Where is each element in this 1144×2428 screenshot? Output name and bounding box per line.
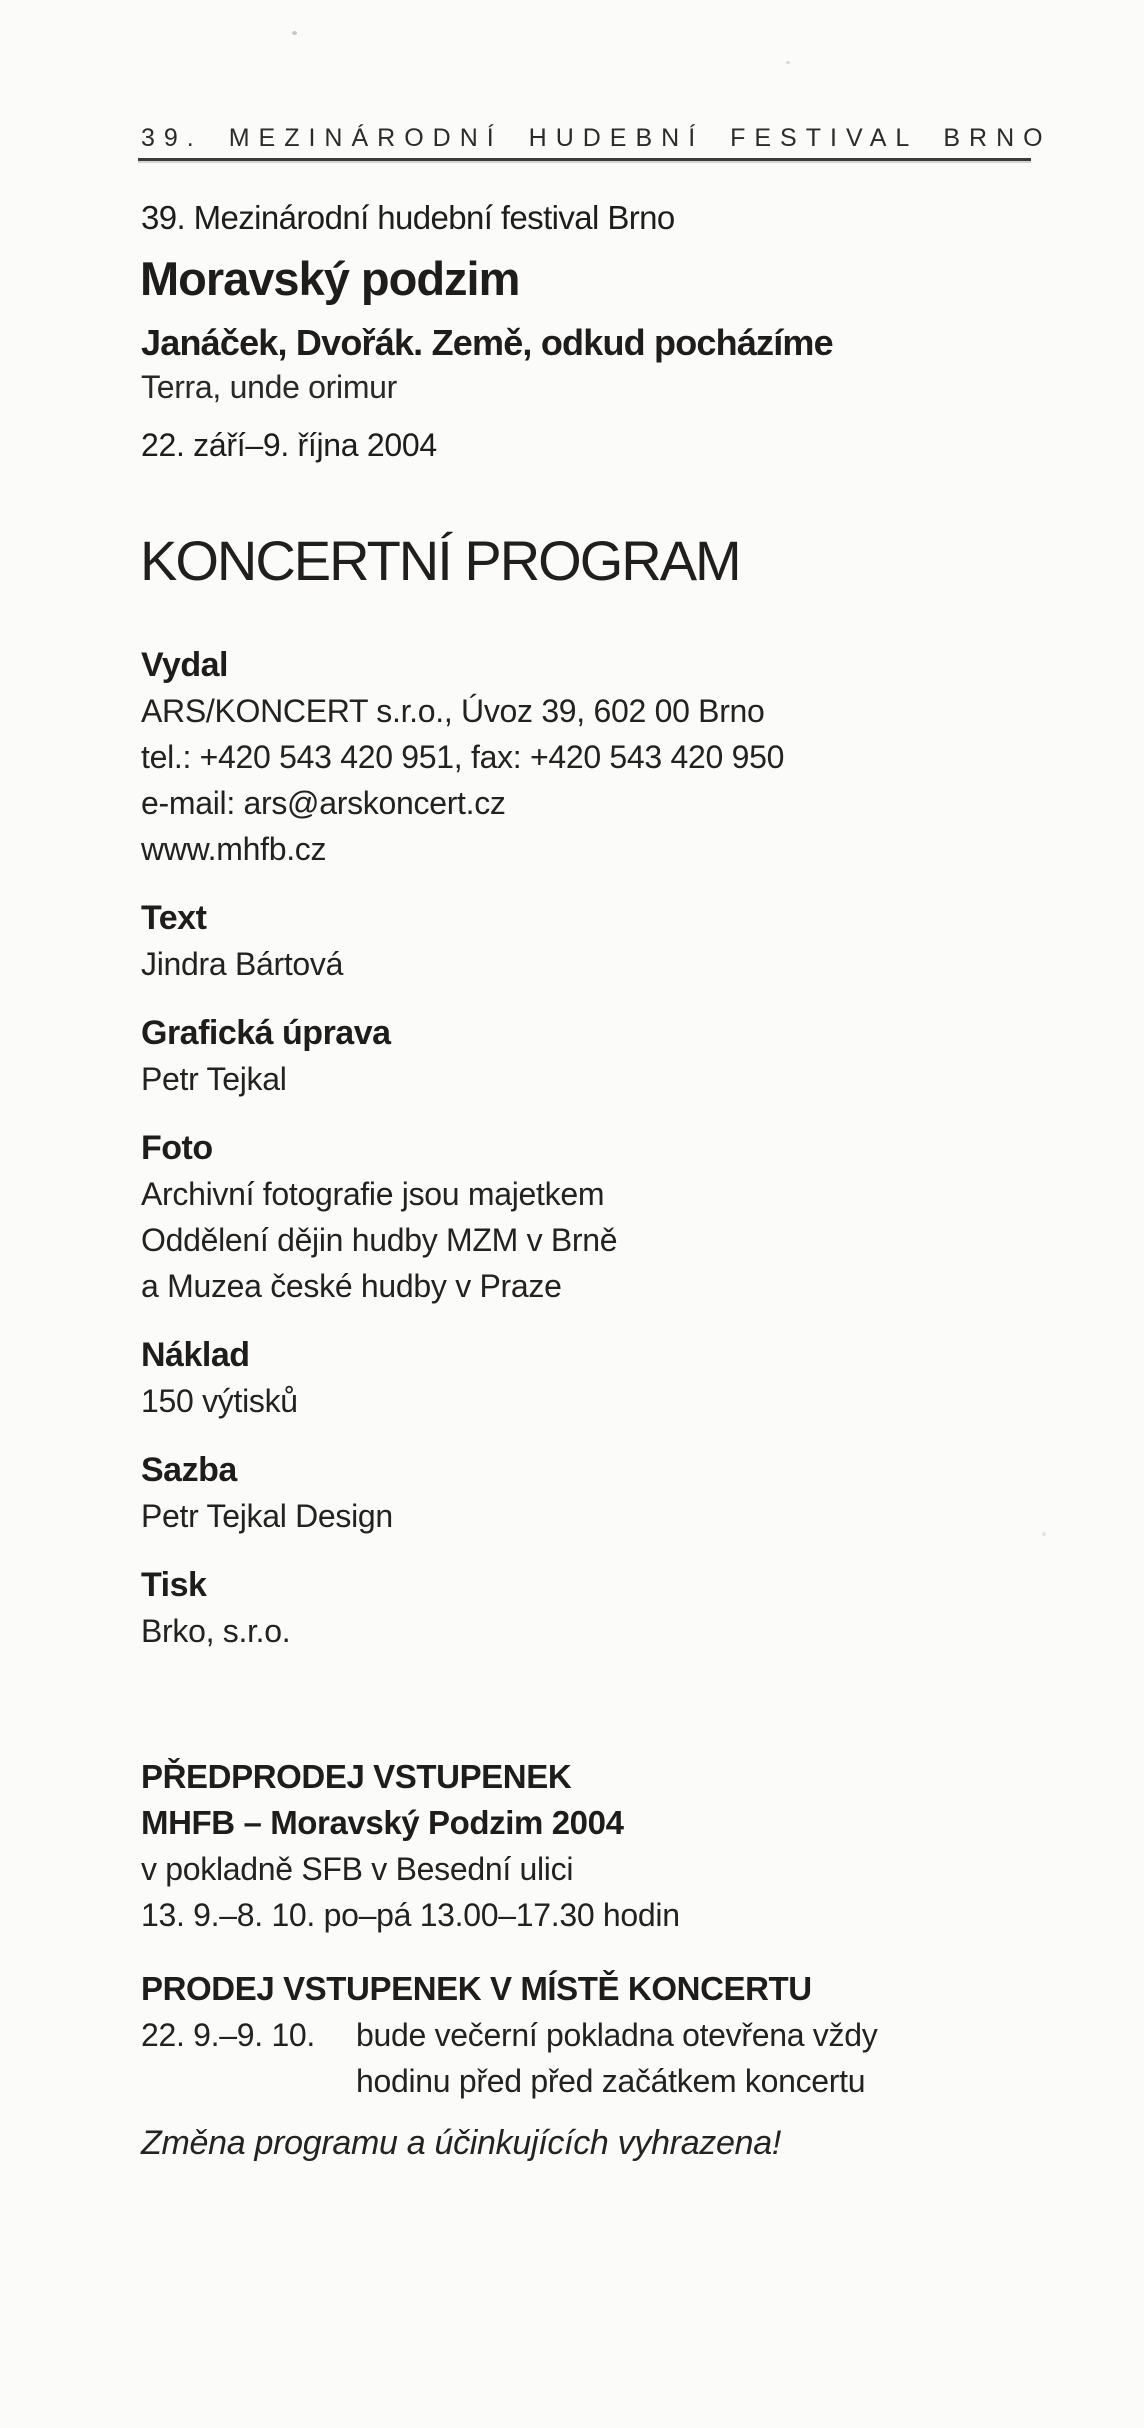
credit-line: 150 výtisků — [141, 1383, 298, 1419]
masthead-rule — [138, 158, 1031, 161]
ticket-onsite-section — [141, 1966, 1081, 2104]
credit-line: tel.: +420 543 420 951, fax: +420 543 420 950 — [141, 739, 785, 775]
credit-group-photo — [141, 1125, 961, 1309]
page-title: KONCERTNÍ PROGRAM — [140, 529, 740, 592]
scan-speck — [786, 61, 790, 64]
festival-title: Moravský podzim — [140, 252, 520, 305]
onsite-schedule-lines — [356, 2012, 1081, 2104]
onsite-date-range: 22. 9.–9. 10. — [141, 2017, 316, 2053]
credit-group-graphic-design — [141, 1010, 961, 1102]
presale-hours: 13. 9.–8. 10. po–pá 13.00–17.30 hodin — [141, 1897, 680, 1933]
credit-label: Vydal — [141, 646, 228, 684]
credit-label: Sazba — [141, 1451, 237, 1489]
presale-subheading: MHFB – Moravský Podzim 2004 — [141, 1804, 624, 1841]
program-subtitle: Janáček, Dvořák. Země, odkud pocházíme — [141, 322, 833, 363]
credit-group-typesetting — [141, 1447, 961, 1539]
program-change-disclaimer: Změna programu a účinkujících vyhrazena! — [141, 2124, 781, 2162]
credit-line: Petr Tejkal Design — [141, 1498, 393, 1534]
credit-group-print-run — [141, 1332, 961, 1424]
credit-label: Foto — [141, 1129, 213, 1167]
scan-speck — [292, 31, 297, 35]
ticket-presale-section — [141, 1754, 1041, 1938]
credit-line: Petr Tejkal — [141, 1061, 287, 1097]
credit-line: e-mail: ars@arskoncert.cz — [141, 785, 506, 821]
credit-line: Oddělení dějin hudby MZM v Brně — [141, 1222, 618, 1258]
credit-group-text — [141, 895, 961, 987]
presale-heading: PŘEDPRODEJ VSTUPENEK — [141, 1758, 572, 1795]
credit-label: Text — [141, 899, 207, 937]
festival-date-range: 22. září–9. října 2004 — [141, 427, 437, 463]
program-subtitle-latin: Terra, unde orimur — [141, 369, 398, 405]
credit-label: Tisk — [141, 1566, 207, 1604]
presale-location: v pokladně SFB v Besední ulici — [141, 1851, 574, 1887]
colophon-section — [141, 642, 961, 1677]
onsite-line: bude večerní pokladna otevřena vždy — [356, 2017, 878, 2053]
scan-speck — [1042, 1532, 1046, 1536]
masthead-festival-title: 39. MEZINÁRODNÍ HUDEBNÍ FESTIVAL BRNO — [141, 124, 1052, 152]
credit-label: Grafická úprava — [141, 1014, 391, 1052]
credit-group-printing — [141, 1562, 961, 1654]
onsite-line: hodinu před před začátkem koncertu — [356, 2063, 866, 2099]
credit-line: Jindra Bártová — [141, 946, 344, 982]
credit-line: ARS/KONCERT s.r.o., Úvoz 39, 602 00 Brno — [141, 693, 765, 729]
credit-label: Náklad — [141, 1336, 250, 1374]
credit-line: a Muzea české hudby v Praze — [141, 1268, 562, 1304]
credit-line: Brko, s.r.o. — [141, 1613, 291, 1649]
onsite-schedule-row — [141, 2012, 1081, 2104]
credit-group-publisher — [141, 642, 961, 872]
festival-name-line: 39. Mezinárodní hudební festival Brno — [141, 199, 675, 236]
onsite-heading: PRODEJ VSTUPENEK V MÍSTĚ KONCERTU — [141, 1970, 812, 2007]
credit-line: Archivní fotografie jsou majetkem — [141, 1176, 605, 1212]
credit-line: www.mhfb.cz — [141, 831, 327, 867]
